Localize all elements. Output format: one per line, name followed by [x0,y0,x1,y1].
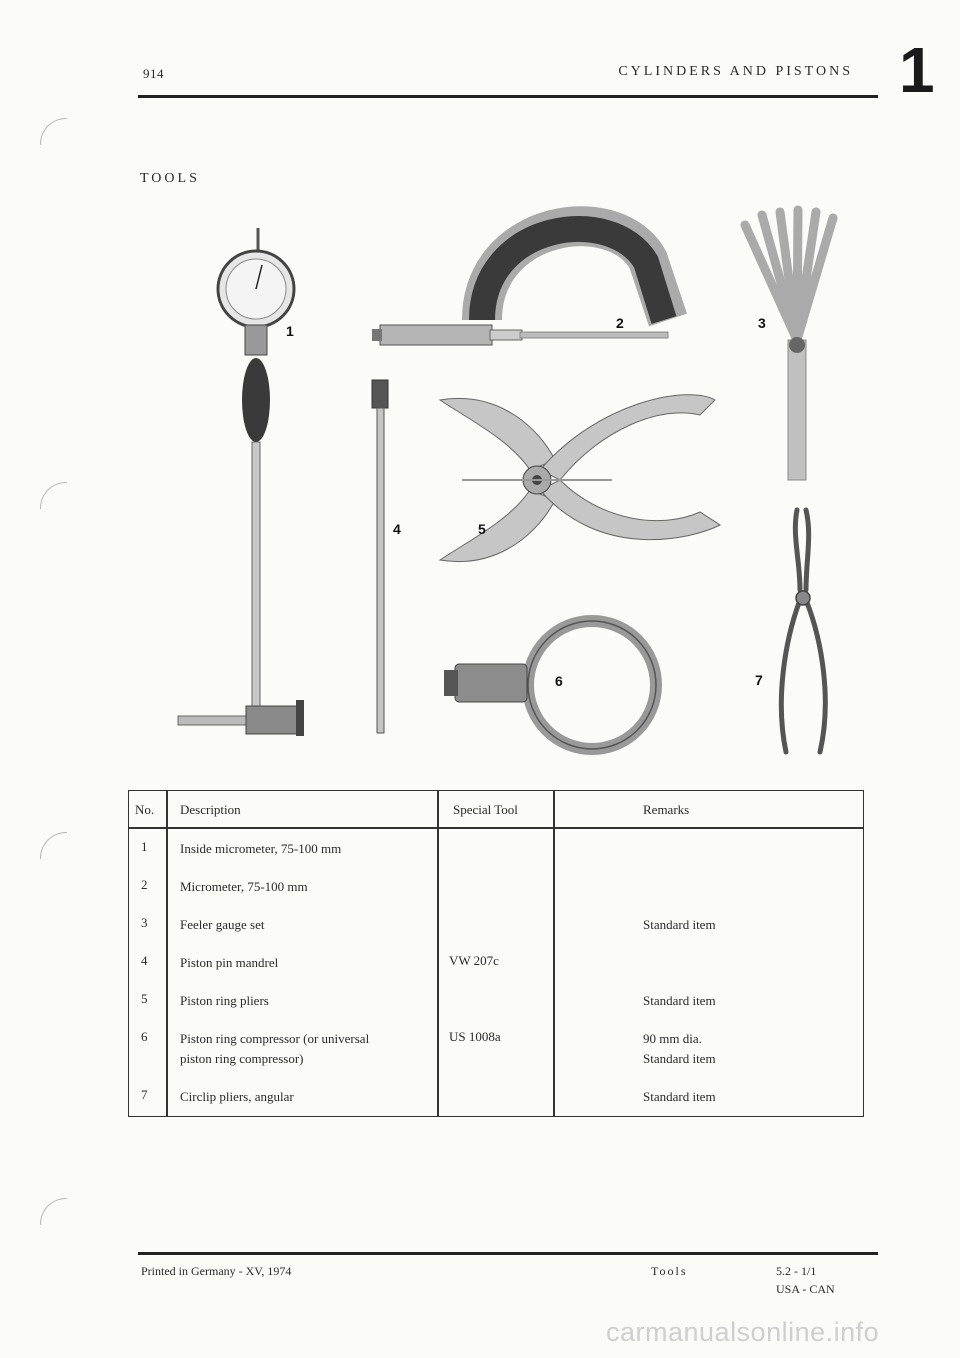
row-number: 2 [141,877,148,892]
row-description: Piston pin mandrel [180,955,279,970]
row-special-tool: US 1008a [449,1029,501,1044]
column-divider [437,791,439,1116]
header-divider [129,827,863,829]
callout-3: 3 [758,315,766,331]
piston-pin-mandrel-figure [372,380,388,733]
footer-rule [138,1252,878,1255]
row-remarks: 90 mm dia. [643,1031,702,1046]
circlip-pliers-figure [781,510,825,752]
printed-info: Printed in Germany - XV, 1974 [141,1264,292,1278]
callout-1: 1 [286,323,294,339]
row-remarks: Standard item [643,917,716,932]
page-number: 5.2 - 1/1 [776,1264,817,1278]
callout-5: 5 [478,521,486,537]
tools-table [128,790,864,1117]
header-chapter-title: CYLINDERS AND PISTONS [618,64,853,79]
row-description: Feeler gauge set [180,917,265,932]
row-description: Piston ring pliers [180,993,269,1008]
row-remarks: Standard item [643,1089,716,1104]
margin-mark [40,1198,67,1225]
header-model-number: 914 [143,66,164,81]
column-divider [166,791,168,1116]
piston-ring-compressor-figure [444,621,656,749]
callout-6: 6 [555,673,563,689]
footer-section: Tools [651,1264,688,1278]
column-header-no: No. [135,802,155,817]
column-divider [553,791,555,1116]
callout-7: 7 [755,672,763,688]
column-header-description: Description [180,802,241,817]
row-number: 5 [141,991,148,1006]
row-remarks-line-2: Standard item [643,1051,716,1066]
inside-micrometer-figure [178,228,304,736]
callout-2: 2 [616,315,624,331]
section-title: TOOLS [140,171,200,186]
row-description: Micrometer, 75-100 mm [180,879,308,894]
row-number: 1 [141,839,148,854]
feeler-gauge-figure [745,210,833,480]
chapter-number: 1 [899,34,935,106]
row-remarks: Standard item [643,993,716,1008]
row-number: 7 [141,1087,148,1102]
margin-mark [40,832,67,859]
column-header-special-tool: Special Tool [453,802,518,817]
callout-4: 4 [393,521,401,537]
row-description: Inside micrometer, 75-100 mm [180,841,342,856]
row-description-line-2: piston ring compressor) [180,1051,304,1066]
row-description: Piston ring compressor (or universal [180,1031,370,1046]
row-number: 4 [141,953,148,968]
row-special-tool: VW 207c [449,953,499,968]
row-number: 6 [141,1029,148,1044]
column-header-remarks: Remarks [643,802,690,817]
row-description: Circlip pliers, angular [180,1089,294,1104]
watermark: carmanualsonline.info [606,1317,880,1347]
row-number: 3 [141,915,148,930]
region-label: USA - CAN [776,1282,835,1296]
